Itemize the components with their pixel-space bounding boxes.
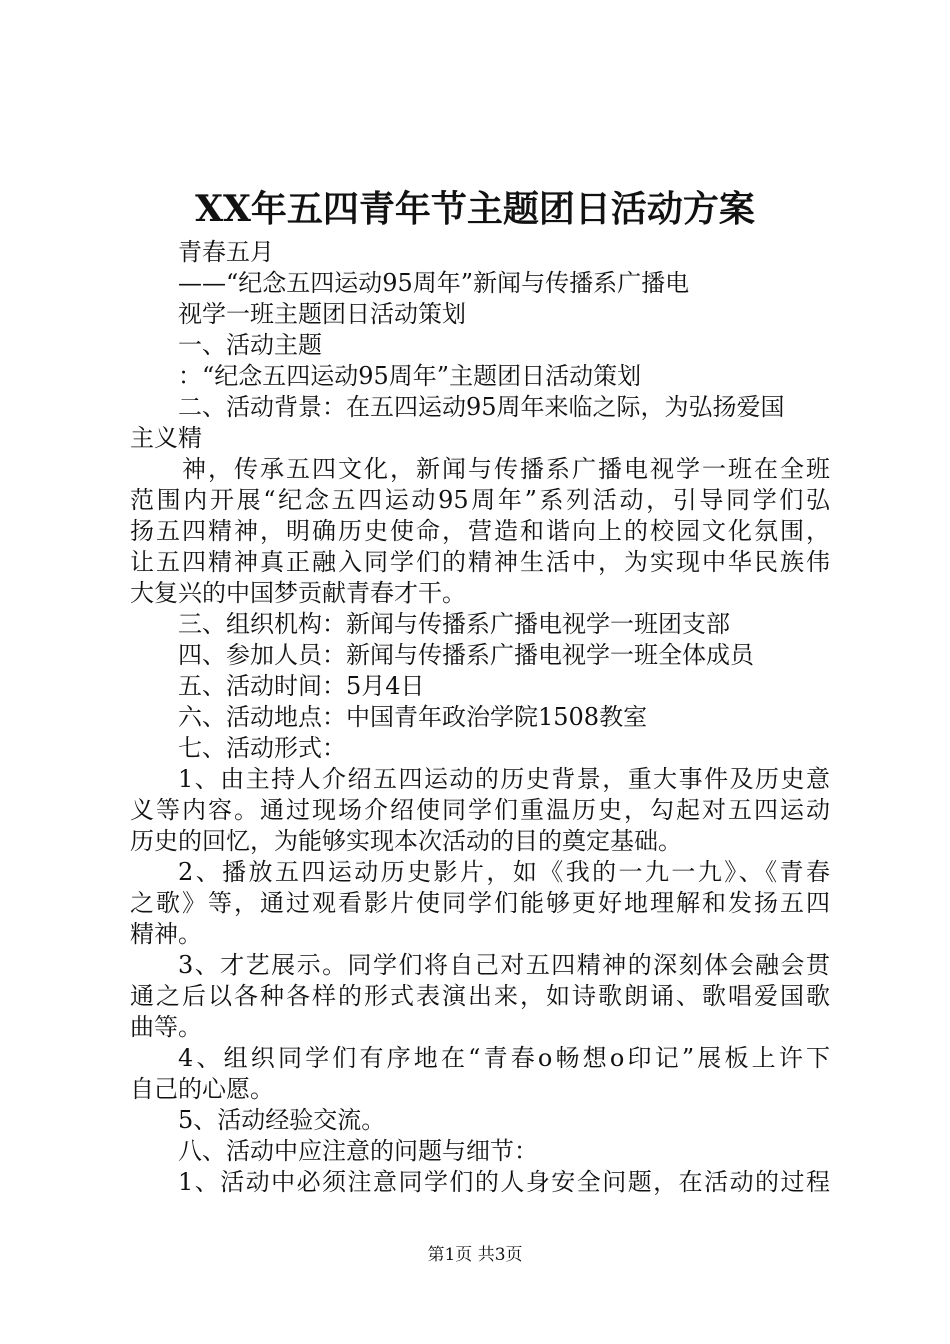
page-number-footer: 第1页 共3页	[427, 1245, 523, 1265]
document-title: XX年五四青年节主题团日活动方案	[195, 188, 755, 230]
text-line: 通之后以各种各样的形式表演出来，如诗歌朗诵、歌唱爱国歌	[130, 982, 830, 1010]
text-line: 2、播放五四运动历史影片，如《我的一九一九》、《青春	[178, 858, 830, 886]
text-line: 六、活动地点：中国青年政治学院1508教室	[178, 703, 648, 731]
text-line: 二、活动背景：在五四运动95周年来临之际，为弘扬爱国	[178, 393, 785, 421]
text-line: 精神。	[130, 920, 202, 948]
text-line: 3、才艺展示。同学们将自己对五四精神的深刻体会融会贯	[178, 951, 830, 979]
text-line: 四、参加人员：新闻与传播系广播电视学一班全体成员	[178, 641, 754, 669]
text-line: 视学一班主题团日活动策划	[178, 300, 466, 328]
text-line: 曲等。	[130, 1013, 202, 1041]
text-line: 大复兴的中国梦贡献青春才干。	[130, 579, 466, 607]
text-line: 4、组织同学们有序地在“青春o畅想o印记”展板上许下	[178, 1044, 830, 1072]
text-line: 扬五四精神，明确历史使命，营造和谐向上的校园文化氛围，	[130, 517, 830, 545]
text-line: ——“纪念五四运动95周年”新闻与传播系广播电	[178, 269, 690, 297]
text-line: 范围内开展“纪念五四运动95周年”系列活动，引导同学们弘	[130, 486, 830, 514]
text-line: 主义精	[130, 424, 202, 452]
text-line: 自己的心愿。	[130, 1075, 274, 1103]
text-line: 一、活动主题	[178, 331, 322, 359]
text-line: 5、活动经验交流。	[178, 1106, 386, 1134]
text-line: 三、组织机构：新闻与传播系广播电视学一班团支部	[178, 610, 730, 638]
text-line: 1、活动中必须注意同学们的人身安全问题，在活动的过程	[178, 1168, 830, 1196]
text-line: ：“纪念五四运动95周年”主题团日活动策划	[178, 362, 642, 390]
text-line: 八、活动中应注意的问题与细节：	[178, 1137, 538, 1165]
text-line: 神，传承五四文化，新闻与传播系广播电视学一班在全班	[182, 455, 830, 483]
text-line: 之歌》等，通过观看影片使同学们能够更好地理解和发扬五四	[130, 889, 830, 917]
text-line: 历史的回忆，为能够实现本次活动的目的奠定基础。	[130, 827, 682, 855]
text-line: 让五四精神真正融入同学们的精神生活中，为实现中华民族伟	[130, 548, 830, 576]
text-line: 义等内容。通过现场介绍使同学们重温历史，勾起对五四运动	[130, 796, 830, 824]
document-body	[130, 237, 830, 1198]
text-line: 青春五月	[178, 238, 274, 266]
text-line: 七、活动形式：	[178, 734, 346, 762]
text-line: 五、活动时间：5月4日	[178, 672, 425, 700]
text-line: 1、由主持人介绍五四运动的历史背景，重大事件及历史意	[178, 765, 830, 793]
